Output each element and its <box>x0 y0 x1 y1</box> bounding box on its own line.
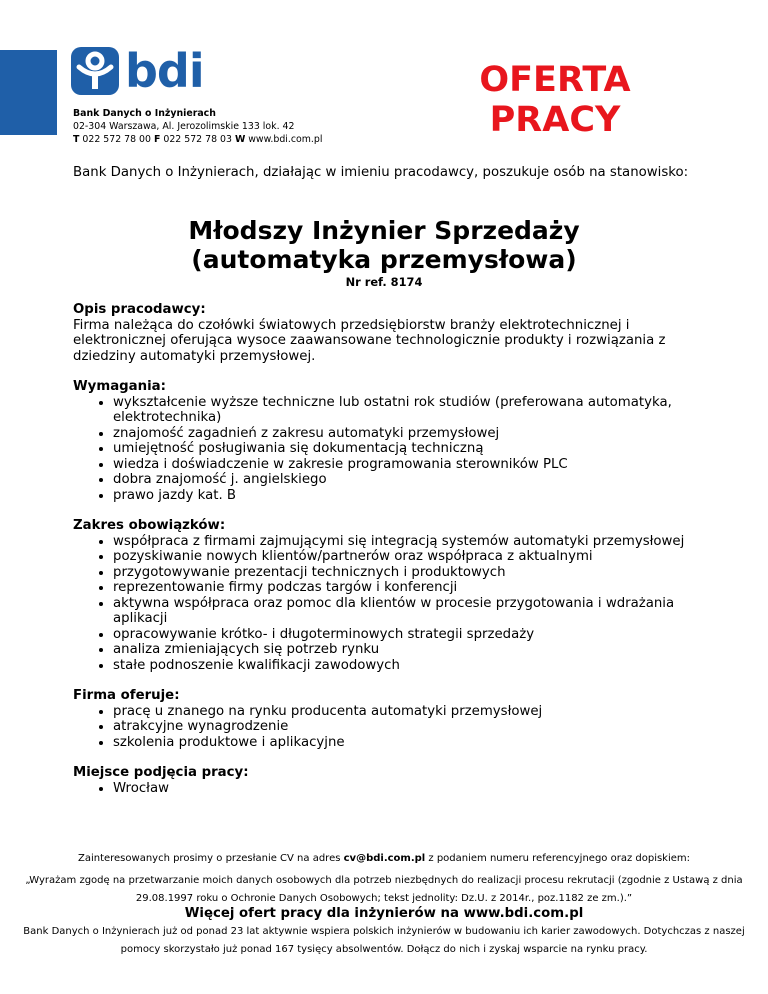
list-item: • dobra znajomość j. angielskiego <box>113 472 713 488</box>
phone-number: 022 572 78 00 <box>82 134 151 145</box>
list-item: • znajomość zagadnień z zakresu automatyki przemysłowej <box>113 426 713 442</box>
consent-clause: „Wyrażam zgodę na przetwarzanie moich danych osobowych dla potrzeb niezbędnych do realizacji procesu rekrutacji (zgodnie z Ustawą z dnia 29.08.1997 roku o Ochronie Danych Osobowych; tekst jednolity: Dz.U. z 2014r., poz.1182 ze zm.).” <box>25 875 743 904</box>
more-offers-link[interactable]: Więcej ofert pracy dla inżynierów na www.bdi.com.pl <box>184 906 584 921</box>
fax-number: 022 572 78 03 <box>163 134 232 145</box>
employer-heading: Opis pracodawcy: <box>73 302 206 317</box>
offer-heading <box>455 60 655 140</box>
logo-text: bdi <box>125 44 204 98</box>
location-list <box>73 781 713 797</box>
list-item: • opracowywanie krótko- i długoterminowych strategii sprzedaży <box>113 627 713 643</box>
bdi-logo <box>71 44 204 98</box>
job-title <box>73 216 695 274</box>
offer-line-1: OFERTA <box>479 60 631 100</box>
benefits-list <box>73 704 713 751</box>
duties-heading: Zakres obowiązków: <box>73 518 226 533</box>
list-item: • reprezentowanie firmy podczas targów i konferencji <box>113 580 713 596</box>
apply-text-before: Zainteresowanych prosimy o przesłanie CV na adres <box>77 853 341 864</box>
brand-bar <box>0 50 57 135</box>
list-item: • Wrocław <box>113 781 713 797</box>
company-address: 02-304 Warszawa, Al. Jerozolimskie 133 lok. 42 <box>73 121 295 132</box>
job-title-line-2: (automatyka przemysłowa) <box>191 245 577 274</box>
list-item: • wykształcenie wyższe techniczne lub ostatni rok studiów (preferowana automatyka, elektrotechnika) <box>113 395 713 426</box>
employer-section <box>73 302 713 364</box>
list-item: • szkolenia produktowe i aplikacyjne <box>113 735 713 751</box>
location-section <box>73 765 713 796</box>
list-item: • stałe podnoszenie kwalifikacji zawodowych <box>113 658 713 674</box>
phone-label: T <box>73 134 80 145</box>
web-label: W <box>234 134 246 145</box>
benefits-heading: Firma oferuje: <box>73 688 180 703</box>
location-heading: Miejsce podjęcia pracy: <box>73 765 249 780</box>
offer-line-2: PRACY <box>489 100 621 140</box>
requirements-heading: Wymagania: <box>73 379 166 394</box>
employer-text: Firma należąca do czołówki światowych przedsiębiorstw branży elektrotechnicznej i elektronicznej oferująca wysoce zaawansowane technologicznie produkty i rozwiązania z dziedziny automatyki przemysłowej. <box>73 317 666 364</box>
duties-section <box>73 518 713 673</box>
company-contact <box>73 133 322 146</box>
web-address[interactable]: www.bdi.com.pl <box>248 134 323 145</box>
about-bdi: Bank Danych o Inżynierach już od ponad 23 lat aktywnie wspiera polskich inżynierów w budowaniu ich karier zawodowych. Dotychczas z naszej pomocy skorzystało już ponad 167 tysięcy absolwentów. Dołącz do nich i zyskaj wsparcie na rynku pracy. <box>23 926 745 955</box>
list-item: • atrakcyjne wynagrodzenie <box>113 719 713 735</box>
duties-list <box>73 534 713 674</box>
list-item: • analiza zmieniających się potrzeb rynku <box>113 642 713 658</box>
person-mark-icon <box>71 47 119 95</box>
list-item: • pozyskiwanie nowych klientów/partnerów oraz współpraca z aktualnymi <box>113 549 713 565</box>
list-item: • umiejętność posługiwania się dokumentacją techniczną <box>113 441 713 457</box>
apply-instructions <box>20 853 748 864</box>
job-title-line-1: Młodszy Inżynier Sprzedaży <box>188 216 580 245</box>
email-link[interactable]: cv@bdi.com.pl <box>343 853 426 864</box>
apply-text-after: z podaniem numeru referencyjnego oraz dopiskiem: <box>428 853 691 864</box>
list-item: • prawo jazdy kat. B <box>113 488 713 504</box>
requirements-list <box>73 395 713 504</box>
company-name: Bank Danych o Inżynierach <box>73 108 216 119</box>
benefits-section <box>73 688 713 750</box>
list-item: • współpraca z firmami zajmującymi się integracją systemów automatyki przemysłowej <box>113 534 713 550</box>
fax-label: F <box>153 134 161 145</box>
requirements-section <box>73 379 713 503</box>
offer-content <box>73 302 713 811</box>
list-item: • aktywna współpraca oraz pomoc dla klientów w procesie przygotowania i wdrażania aplikacji <box>113 596 713 627</box>
reference-number: Nr ref. 8174 <box>345 275 423 289</box>
company-info <box>73 107 322 146</box>
list-item: • wiedza i doświadczenie w zakresie programowania sterowników PLC <box>113 457 713 473</box>
intro-text: Bank Danych o Inżynierach, działając w imieniu pracodawcy, poszukuje osób na stanowisko: <box>73 165 689 180</box>
list-item: • przygotowywanie prezentacji technicznych i produktowych <box>113 565 713 581</box>
list-item: • pracę u znanego na rynku producenta automatyki przemysłowej <box>113 704 713 720</box>
